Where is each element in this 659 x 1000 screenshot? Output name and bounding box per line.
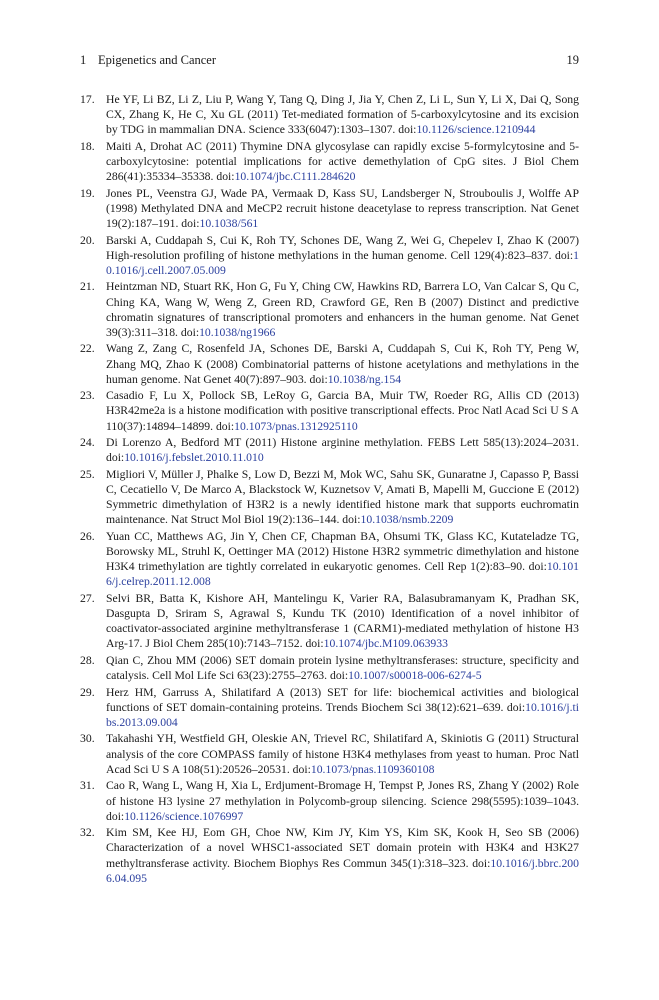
doi-link[interactable]: 10.1126/science.1210944	[416, 123, 536, 137]
page-number: 19	[566, 53, 579, 67]
reference-number: 31.	[80, 779, 95, 793]
reference-text: Qian C, Zhou MM (2006) SET domain protein lysine methyltransferases: structure, specificity and catalysis. Cell Mol Life Sci 63(23):2755–2763. doi:	[106, 653, 579, 683]
reference-number: 18.	[80, 139, 95, 153]
doi-link[interactable]: 10.1016/j.febslet.2010.11.010	[124, 451, 264, 465]
doi-link[interactable]: 10.1016/j.tibs.2013.09.004	[106, 700, 579, 729]
reference-item	[80, 92, 579, 137]
reference-text: Cao R, Wang L, Wang H, Xia L, Erdjument-Bromage H, Tempst P, Jones RS, Zhang Y (2002) Role of histone H3 lysine 27 methylation in Polycomb-group silencing. Science 298(5595):1039–1043. doi:	[106, 779, 579, 823]
doi-link[interactable]: 10.1074/jbc.C111.284620	[234, 170, 356, 184]
doi-link[interactable]: 10.1074/jbc.M109.063933	[323, 637, 448, 651]
reference-text: Casadio F, Lu X, Pollock SB, LeRoy G, Garcia BA, Muir TW, Roeder RG, Allis CD (2013) H3R42me2a is a histone modification with positive transcriptional effects. Proc Natl Acad Sci U S A 110(37):14894–14899. doi:	[106, 389, 579, 433]
reference-number: 24.	[80, 436, 95, 450]
reference-text: Barski A, Cuddapah S, Cui K, Roh TY, Schones DE, Wang Z, Wei G, Chepelev I, Zhao K (2007) High-resolution profiling of histone methylations in the human genome. Cell 129(4):823–837. doi:	[106, 233, 579, 262]
reference-list	[80, 92, 579, 887]
reference-item	[80, 186, 579, 231]
reference-number: 21.	[80, 280, 95, 294]
reference-number: 28.	[80, 653, 95, 667]
reference-item	[80, 825, 579, 886]
reference-number: 25.	[80, 467, 95, 481]
reference-item	[80, 685, 579, 730]
reference-item	[80, 591, 579, 652]
reference-number: 27.	[80, 591, 95, 605]
reference-text: Wang Z, Zang C, Rosenfeld JA, Schones DE, Barski A, Cuddapah S, Cui K, Roh TY, Peng W, Zhang MQ, Zhao K (2008) Combinatorial patterns of histone acetylations and methylations in the human genome. Nat Genet 40(7):897–903. doi:	[106, 342, 579, 386]
reference-number: 22.	[80, 342, 95, 356]
reference-number: 26.	[80, 529, 95, 543]
reference-text: Takahashi YH, Westfield GH, Oleskie AN, Trievel RC, Shilatifard A, Skiniotis G (2011) Structural analysis of the core COMPASS family of histone H3K4 methylases from yeast to human. Proc Natl Acad Sci U S A 108(51):20526–20531. doi:	[106, 732, 579, 776]
reference-number: 20.	[80, 233, 95, 247]
reference-text: Jones PL, Veenstra GJ, Wade PA, Vermaak D, Kass SU, Landsberger N, Strouboulis J, Wolffe AP (1998) Methylated DNA and MeCP2 recruit histone deacetylase to repress transcription. Nat Genet 19(2):187–191. doi:	[106, 186, 579, 231]
doi-link[interactable]: 10.1126/science.1076997	[124, 809, 244, 823]
reference-item	[80, 653, 579, 683]
chapter-heading	[80, 52, 216, 68]
doi-link[interactable]: 10.1038/ng1966	[199, 325, 276, 339]
reference-item	[80, 279, 579, 340]
reference-item	[80, 341, 579, 386]
doi-link[interactable]: 10.1038/561	[199, 217, 259, 231]
reference-item	[80, 233, 579, 278]
reference-text: Di Lorenzo A, Bedford MT (2011) Histone arginine methylation. FEBS Lett 585(13):2024–2031. doi:	[106, 436, 579, 465]
reference-number: 19.	[80, 186, 95, 200]
reference-text: Kim SM, Kee HJ, Eom GH, Choe NW, Kim JY, Kim YS, Kim SK, Kook H, Seo SB (2006) Characterization of a novel WHSC1-associated SET domain protein with H3K4 and H3K27 methyltransferase activity. Biochem Biophys Res Commun 345(1):318–323. doi:	[106, 826, 579, 870]
reference-item	[80, 467, 579, 528]
doi-link[interactable]: 10.1016/j.celrep.2011.12.008	[106, 560, 579, 589]
reference-item	[80, 778, 579, 823]
reference-item	[80, 731, 579, 776]
reference-item	[80, 435, 579, 465]
reference-text: Migliori V, Müller J, Phalke S, Low D, Bezzi M, Mok WC, Sahu SK, Gunaratne J, Capasso P, Bassi C, Cecatiello V, De Marco A, Blackstock W, Kuznetsov V, Amati B, Mapelli M, Guccione E (2012) Symmetric dimethylation of H3R2 is a newly identified histone mark that supports euchromatin maintenance. Nat Struct Mol Biol 19(2):136–144. doi:	[106, 467, 579, 527]
reference-text: Maiti A, Drohat AC (2011) Thymine DNA glycosylase can rapidly excise 5-formylcytosine and 5-carboxylcytosine: potential implications for active demethylation of CpG sites. J Biol Chem 286(41):35334–35338. doi:	[106, 139, 579, 184]
doi-link[interactable]: 10.1073/pnas.1312925110	[234, 419, 358, 433]
doi-link[interactable]: 10.1016/j.bbrc.2006.04.095	[106, 856, 579, 885]
reference-item	[80, 139, 579, 184]
reference-item	[80, 388, 579, 433]
reference-text: Heintzman ND, Stuart RK, Hon G, Fu Y, Ching CW, Hawkins RD, Barrera LO, Van Calcar S, Qu C, Ching KA, Wang W, Weng Z, Green RD, Crawford GE, Ren B (2007) Distinct and predictive chromatin signatures of transcriptional promoters and enhancers in the human genome. Nat Genet 39(3):311–318. doi:	[106, 280, 579, 339]
reference-item	[80, 529, 579, 590]
doi-link[interactable]: 10.1073/pnas.1109360108	[310, 762, 435, 776]
chapter-number: 1	[80, 53, 87, 67]
reference-text: Selvi BR, Batta K, Kishore AH, Mantelingu K, Varier RA, Balasubramanyam K, Pradhan SK, Dasgupta D, Sriram S, Agrawal S, Kundu TK (2010) Identification of a novel inhibitor of coactivator-associated arginine methyltransferase 1 (CARM1)-mediated methylation of histone H3 Arg-17. J Biol Chem 285(10):7143–7152. doi:	[106, 591, 579, 651]
doi-link[interactable]: 10.1016/j.cell.2007.05.009	[106, 248, 579, 277]
reference-number: 30.	[80, 732, 95, 746]
reference-number: 32.	[80, 826, 95, 840]
reference-text: Herz HM, Garruss A, Shilatifard A (2013) SET for life: biochemical activities and biological functions of SET domain-containing proteins. Trends Biochem Sci 38(12):621–639. doi:	[106, 685, 579, 714]
reference-text: He YF, Li BZ, Li Z, Liu P, Wang Y, Tang Q, Ding J, Jia Y, Chen Z, Li L, Sun Y, Li X, Dai Q, Song CX, Zhang K, He C, Xu GL (2011) Tet-mediated formation of 5-carboxylcytosine and its excision by TDG in mammalian DNA. Science 333(6047):1303–1307. doi:	[106, 93, 579, 137]
doi-link[interactable]: 10.1038/ng.154	[327, 372, 402, 386]
reference-number: 23.	[80, 389, 95, 403]
reference-text: Yuan CC, Matthews AG, Jin Y, Chen CF, Chapman BA, Ohsumi TK, Glass KC, Kutateladze TG, Borowsky ML, Struhl K, Oettinger MA (2012) Histone H3R2 symmetric dimethylation and histone H3K4 trimethylation are tightly correlated in eukaryotic genomes. Cell Rep 1(2):83–90. doi:	[106, 529, 579, 574]
doi-link[interactable]: 10.1007/s00018-006-6274-5	[348, 669, 482, 683]
doi-link[interactable]: 10.1038/nsmb.2209	[360, 513, 454, 527]
reference-number: 29.	[80, 685, 95, 699]
reference-number: 17.	[80, 93, 95, 106]
chapter-title: Epigenetics and Cancer	[98, 53, 217, 67]
